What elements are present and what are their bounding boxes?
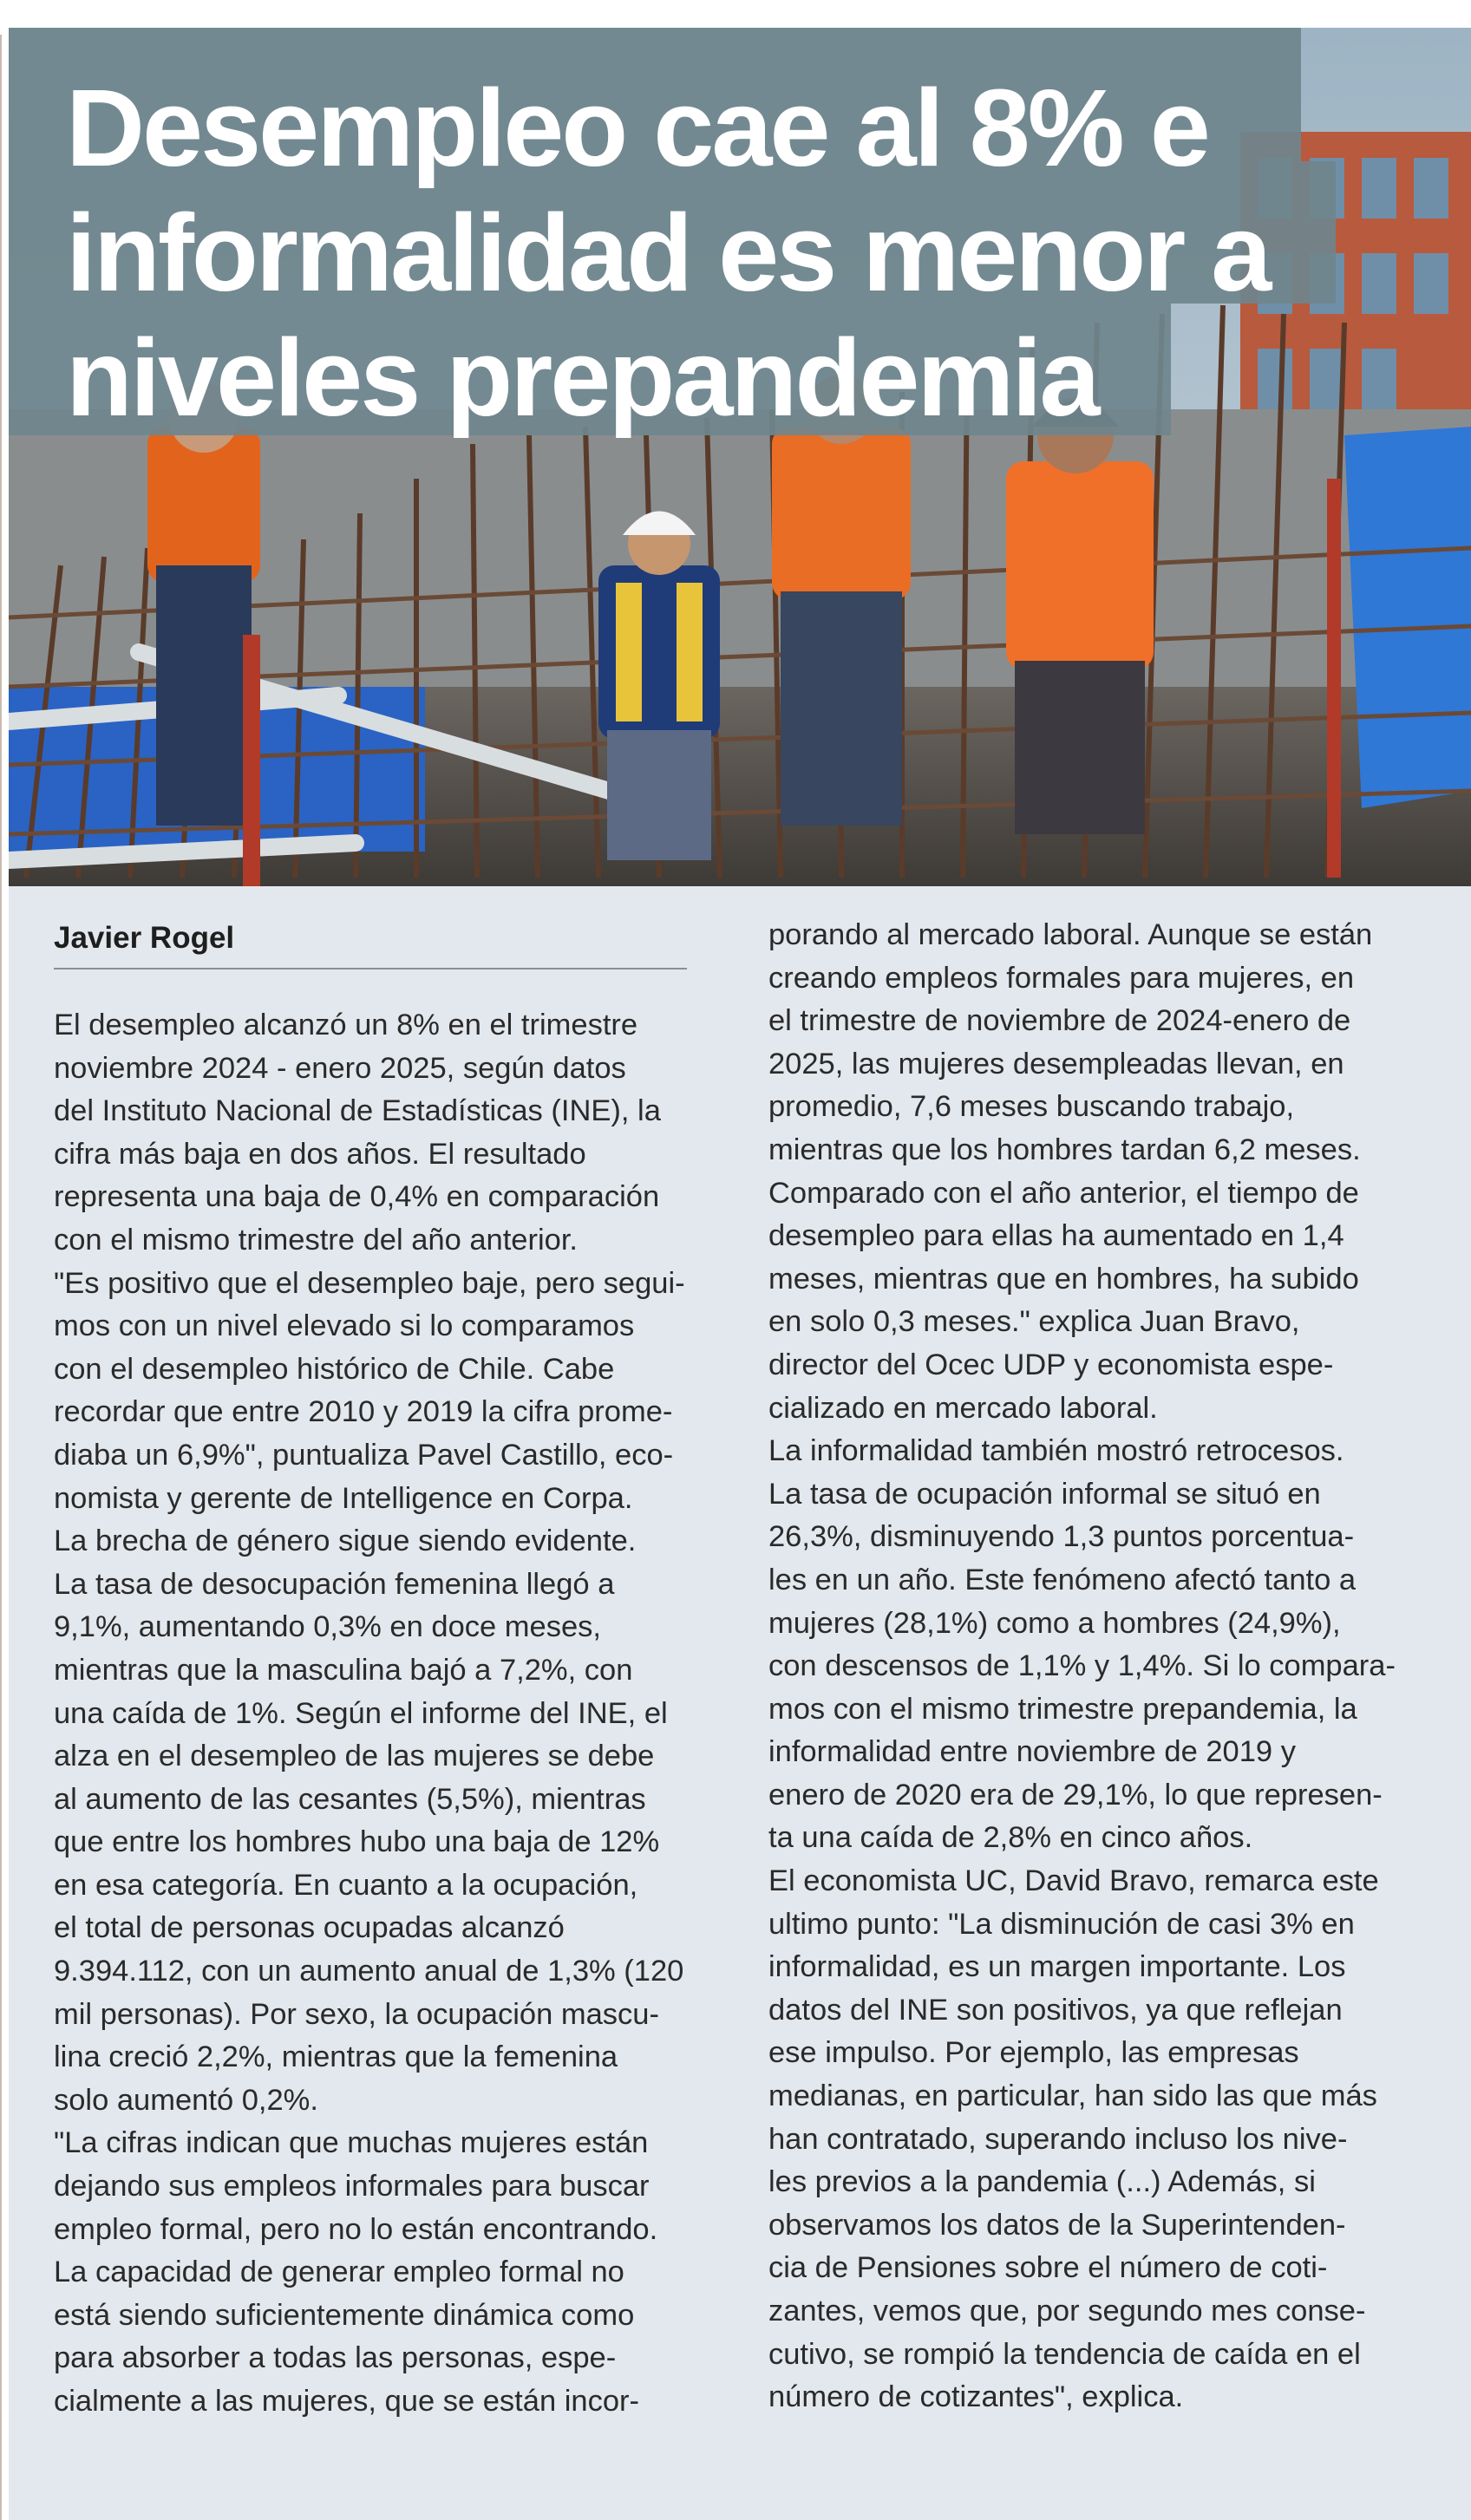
headline-line: Desempleo cae al 8% e: [66, 67, 1208, 189]
page-edge-rule: [0, 35, 2, 2520]
article-text-line: mientras que la masculina bajó a 7,2%, con: [54, 1653, 633, 1687]
article-text-line: solo aumentó 0,2%.: [54, 2083, 318, 2117]
headline-box: [9, 28, 1301, 439]
article-text-line: promedio, 7,6 meses buscando trabajo,: [768, 1090, 1295, 1124]
article-text-line: mil personas). Por sexo, la ocupación mascu-: [54, 1997, 659, 2031]
article-text-line: cia de Pensiones sobre el número de coti-: [768, 2251, 1328, 2285]
article-text-line: "La cifras indican que muchas mujeres están: [54, 2126, 649, 2160]
article-text-line: observamos los datos de la Superintenden-: [768, 2208, 1346, 2242]
article-text-line: representa una baja de 0,4% en comparación: [54, 1180, 660, 1214]
author-byline: Javier Rogel: [54, 921, 687, 969]
article-text-line: han contratado, superando incluso los nive-: [768, 2122, 1348, 2156]
article-text-line: les previos a la pandemia (...) Además, si: [768, 2165, 1316, 2199]
article-column-left: [54, 1004, 722, 2424]
article-text-line: número de cotizantes", explica.: [768, 2380, 1184, 2414]
article-text-line: datos del INE son positivos, ya que reflejan: [768, 1993, 1343, 2027]
article-text-line: el total de personas ocupadas alcanzó: [54, 1911, 565, 1945]
article-text-line: director del Ocec UDP y economista espe-: [768, 1348, 1334, 1381]
article-text-line: 26,3%, disminuyendo 1,3 puntos porcentua-: [768, 1520, 1355, 1554]
article-text-line: recordar que entre 2010 y 2019 la cifra prome-: [54, 1395, 673, 1429]
article-text-line: La brecha de género sigue siendo evidente.: [54, 1524, 637, 1558]
article-text-line: para absorber a todas las personas, espe-: [54, 2341, 617, 2375]
article-text-line: empleo formal, pero no lo están encontrando.: [54, 2212, 658, 2246]
article-text-line: ta una caída de 2,8% en cinco años.: [768, 1821, 1253, 1855]
article-text-line: La tasa de ocupación informal se situó en: [768, 1477, 1321, 1511]
article-text-line: una caída de 1%. Según el informe del INE, el: [54, 1696, 668, 1730]
article-text-line: en esa categoría. En cuanto a la ocupación,: [54, 1868, 638, 1902]
article-text-line: mujeres (28,1%) como a hombres (24,9%),: [768, 1606, 1341, 1640]
headline-line: informalidad es menor a: [66, 192, 1270, 314]
headline: [66, 66, 1269, 441]
article-text-line: cialmente a las mujeres, que se están incor-: [54, 2385, 639, 2418]
article-text-line: noviembre 2024 - enero 2025, según datos: [54, 1051, 626, 1085]
article-text-line: medianas, en particular, han sido las que más: [768, 2079, 1377, 2113]
article-text-line: lina creció 2,2%, mientras que la femenina: [54, 2040, 618, 2074]
article-text-line: ultimo punto: "La disminución de casi 3% en: [768, 1907, 1355, 1941]
article-text-line: informalidad entre noviembre de 2019 y: [768, 1735, 1296, 1769]
headline-line: niveles prepandemia: [66, 317, 1098, 439]
article-text-line: cutivo, se rompió la tendencia de caída en el: [768, 2337, 1361, 2371]
article-text-line: meses, mientras que en hombres, ha subido: [768, 1262, 1359, 1296]
article-text-line: creando empleos formales para mujeres, en: [768, 961, 1355, 995]
article-text-line: Comparado con el año anterior, el tiempo de: [768, 1176, 1359, 1210]
article-text-line: mos con el mismo trimestre prepandemia, la: [768, 1692, 1357, 1726]
article-text-line: del Instituto Nacional de Estadísticas (INE), la: [54, 1094, 661, 1128]
article-text-line: El desempleo alcanzó un 8% en el trimestre: [54, 1009, 638, 1041]
article-text-line: ese impulso. Por ejemplo, las empresas: [768, 2036, 1299, 2070]
article-text-line: dejando sus empleos informales para buscar: [54, 2170, 650, 2203]
article-text-line: desempleo para ellas ha aumentado en 1,4: [768, 1219, 1344, 1253]
article-text-line: zantes, vemos que, por segundo mes conse-: [768, 2295, 1366, 2327]
article-text-line: enero de 2020 era de 29,1%, lo que represen-: [768, 1778, 1383, 1812]
article-body: [9, 886, 1471, 2520]
article-text-line: en solo 0,3 meses." explica Juan Bravo,: [768, 1305, 1300, 1339]
article-text-line: "Es positivo que el desempleo baje, pero segui-: [54, 1266, 685, 1300]
article-text-line: porando al mercado laboral. Aunque se están: [768, 918, 1373, 951]
article-text-line: 2025, las mujeres desempleadas llevan, en: [768, 1047, 1344, 1080]
article-text-line: 9.394.112, con un aumento anual de 1,3% (120: [54, 1955, 684, 1988]
article-text-line: alza en el desempleo de las mujeres se debe: [54, 1740, 655, 1773]
article-text-line: cifra más baja en dos años. El resultado: [54, 1137, 586, 1171]
article-text-line: 9,1%, aumentando 0,3% en doce meses,: [54, 1610, 601, 1644]
article-text-line: al aumento de las cesantes (5,5%), mientras: [54, 1782, 646, 1816]
article-text-line: La capacidad de generar empleo formal no: [54, 2256, 624, 2289]
article-text-line: informalidad, es un margen importante. Los: [768, 1950, 1346, 1984]
article-text-line: diaba un 6,9%", puntualiza Pavel Castillo, eco-: [54, 1438, 674, 1472]
article-text-line: La tasa de desocupación femenina llegó a: [54, 1567, 615, 1601]
article-text-line: mientras que los hombres tardan 6,2 meses.: [768, 1133, 1361, 1166]
article-text-line: les en un año. Este fenómeno afectó tanto a: [768, 1563, 1357, 1596]
article-text-line: está siendo suficientemente dinámica como: [54, 2298, 635, 2332]
article-text-line: con el mismo trimestre del año anterior.: [54, 1223, 579, 1257]
article-column-right: [768, 914, 1454, 2419]
article-text-line: nomista y gerente de Intelligence en Corpa.: [54, 1481, 633, 1515]
article-text-line: El economista UC, David Bravo, remarca este: [768, 1864, 1379, 1898]
article-text-line: con el desempleo histórico de Chile. Cabe: [54, 1352, 615, 1386]
article-text-line: el trimestre de noviembre de 2024-enero de: [768, 1004, 1351, 1038]
article-text-line: mos con un nivel elevado si lo comparamos: [54, 1309, 635, 1343]
article-text-line: que entre los hombres hubo una baja de 12%: [54, 1825, 660, 1859]
article-text-line: cializado en mercado laboral.: [768, 1391, 1158, 1425]
article-text-line: La informalidad también mostró retrocesos.: [768, 1434, 1344, 1468]
article-text-line: con descensos de 1,1% y 1,4%. Si lo compara-: [768, 1649, 1396, 1683]
